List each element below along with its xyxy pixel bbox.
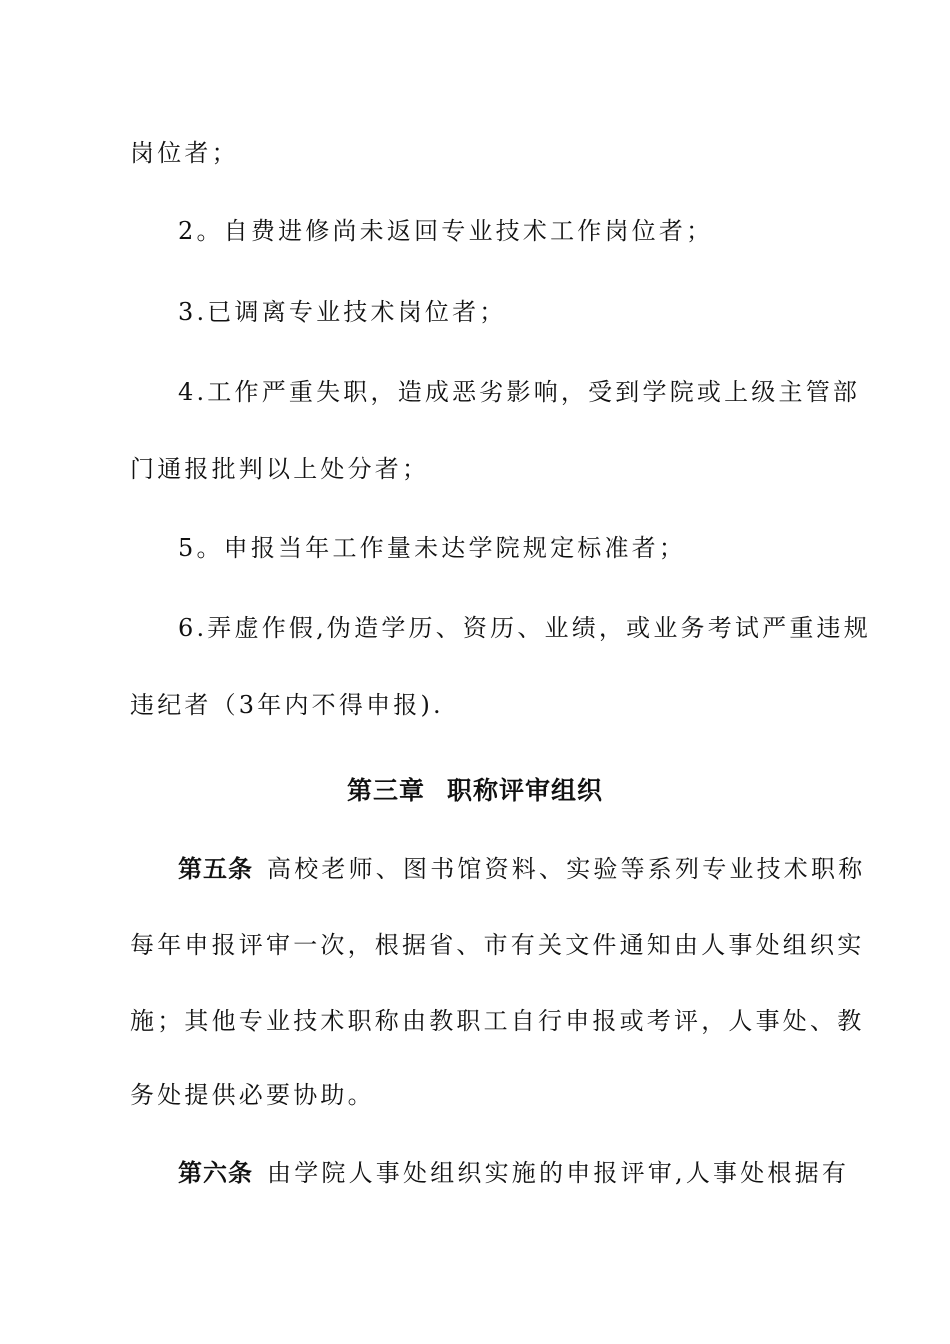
article-6-text: 由学院人事处组织实施的申报评审,人事处根据有 <box>267 1159 850 1187</box>
chapter-title: 职称评审组织 <box>447 776 604 805</box>
list-item-4-line-2: 门通报批判以上处分者； <box>130 455 430 483</box>
article-6-line-1 <box>178 1157 850 1189</box>
article-5-text: 高校老师、图书馆资料、实验等系列专业技术职称 <box>267 855 866 883</box>
article-5-line-3: 施；其他专业技术职称由教职工自行申报或考评，人事处、教 <box>130 1007 865 1035</box>
article-6-label: 第六条 <box>178 1159 253 1187</box>
paragraph-line: 岗位者； <box>130 139 239 167</box>
list-item-2: 2。自费进修尚未返回专业技术工作岗位者； <box>178 217 714 245</box>
list-item-3: 3.已调离专业技术岗位者； <box>178 298 507 326</box>
list-item-6-line-2: 违纪者（3年内不得申报). <box>130 691 444 719</box>
article-5-label: 第五条 <box>178 855 253 883</box>
list-item-4-line-1: 4.工作严重失职，造成恶劣影响，受到学院或上级主管部 <box>178 378 861 406</box>
article-5-line-2: 每年申报评审一次，根据省、市有关文件通知由人事处组织实 <box>130 931 865 959</box>
list-item-6-line-1: 6.弄虚作假,伪造学历、资历、业绩，或业务考试严重违规 <box>178 614 871 642</box>
chapter-heading <box>0 774 950 808</box>
article-5-line-1 <box>178 853 866 885</box>
chapter-number: 第三章 <box>346 776 425 805</box>
article-5-line-4: 务处提供必要协助。 <box>130 1081 375 1109</box>
list-item-5: 5。申报当年工作量未达学院规定标准者； <box>178 534 687 562</box>
